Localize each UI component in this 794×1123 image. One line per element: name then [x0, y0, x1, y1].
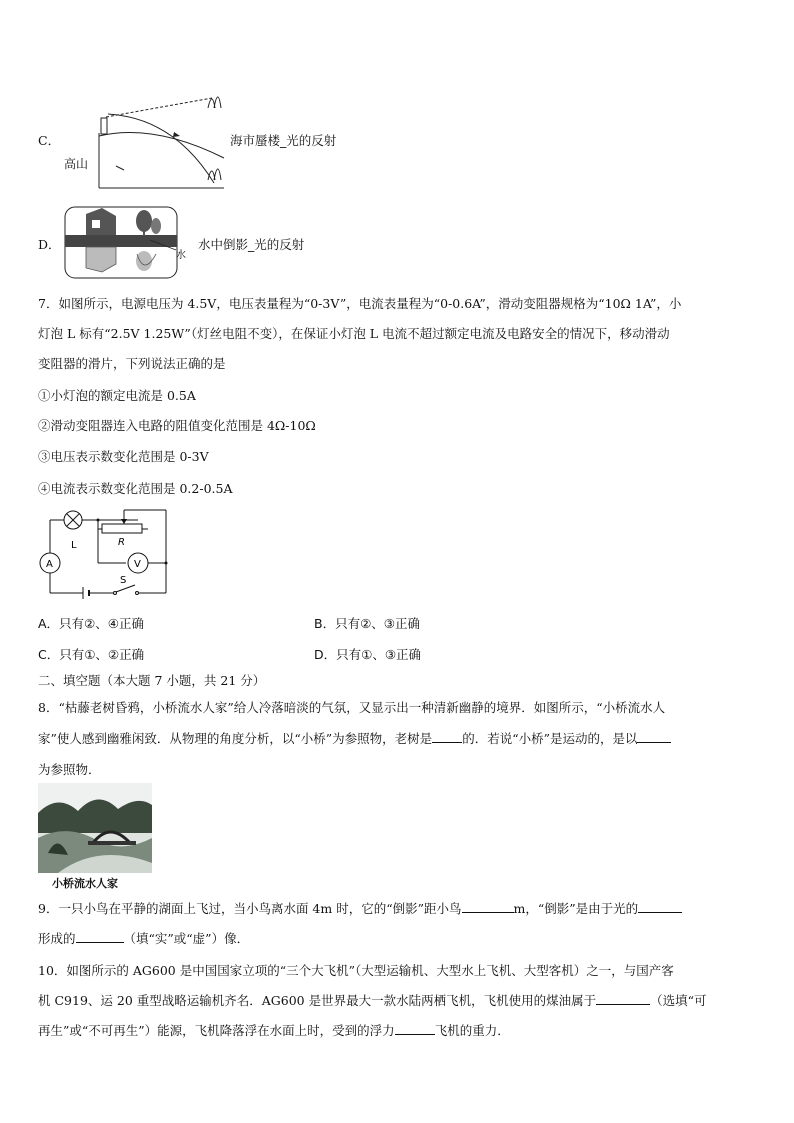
- q8-line2-part2: 的．若说“小桥”是运动的，是以: [462, 731, 638, 746]
- voltmeter-label: V: [134, 559, 141, 570]
- q9-blank-2[interactable]: [638, 900, 682, 913]
- q8-blank-1[interactable]: [432, 730, 462, 743]
- mountain-label: 高山: [64, 157, 89, 171]
- switch-label: S: [120, 575, 127, 586]
- q10-line2-part2: （选填“可: [650, 993, 707, 1008]
- water-label: 水: [176, 250, 186, 261]
- q7-statement-3: ③电压表示数变化范围是 0-3V: [38, 449, 209, 464]
- q9-line2-part1: 形成的: [38, 931, 76, 946]
- q10-line2-part1: 机 C919、运 20 重型战略运输机齐名．AG600 是世界最大一款水陆两栖飞机，飞机使用的煤油属于: [38, 993, 597, 1008]
- q9-line2-part2: （填“实”或“虚”）像．: [123, 931, 250, 946]
- q7-line1: 7．如图所示，电源电压为 4.5V，电压表量程为“0-3V”，电流表量程为“0-0.6A”，滑动变阻器规格为“10Ω 1A”，小: [38, 296, 682, 311]
- q8-line1: 8．“枯藤老树昏鸦，小桥流水人家”给人冷落暗淡的气氛，又显示出一种清新幽静的境界．如图所示，“小桥流水人: [38, 700, 666, 715]
- q7-line2: 灯泡 L 标有“2.5V 1.25W”（灯丝电阻不变），在保证小灯泡 L 电流不超过额定电流及电路安全的情况下，移动滑动: [38, 326, 670, 341]
- q10-blank-2[interactable]: [395, 1022, 435, 1035]
- q9-line1-part2: m，“倒影”是由于光的: [513, 901, 639, 916]
- q10-blank-1[interactable]: [596, 992, 650, 1005]
- option-d-caption: 水中倒影_光的反射: [198, 237, 305, 252]
- q10-line3: [38, 1021, 510, 1039]
- circuit-diagram: [38, 505, 173, 605]
- q7-option-d: D．只有①、③正确: [314, 647, 422, 662]
- q10-line3-part2: 飞机的重力．: [434, 1023, 510, 1038]
- q7-option-c: C．只有①、②正确: [38, 647, 145, 662]
- q8-line3: 为参照物．: [38, 762, 101, 777]
- option-c-letter: C．: [38, 133, 61, 148]
- q10-line1: 10．如图所示的 AG600 是中国国家立项的“三个大飞机”（大型运输机、大型水上飞机、大型客机）之一，与国产客: [38, 963, 674, 978]
- section-2-heading: 二、填空题（本大题 7 小题，共 21 分）: [38, 673, 266, 688]
- q7-option-b: B．只有②、③正确: [314, 616, 420, 631]
- lamp-label: L: [71, 540, 77, 551]
- q8-line2: [38, 729, 671, 747]
- q7-statement-2: ②滑动变阻器连入电路的阻值变化范围是 4Ω-10Ω: [38, 418, 316, 433]
- option-c-caption: 海市蜃楼_光的反射: [230, 133, 337, 148]
- q9-line1: [38, 899, 682, 917]
- q8-line2-part1: 家”使人感到幽雅闲致．从物理的角度分析，以“小桥”为参照物，老树是: [38, 731, 433, 746]
- q9-line1-part1: 9．一只小鸟在平静的湖面上飞过，当小鸟离水面 4m 时，它的“倒影”距小鸟: [38, 901, 462, 916]
- q8-blank-2[interactable]: [637, 730, 671, 743]
- small-bridge-image: [38, 783, 152, 887]
- q9-line2: [38, 929, 249, 947]
- q9-blank-1[interactable]: [462, 900, 514, 913]
- q10-line2: [38, 991, 707, 1009]
- mirage-diagram: [94, 88, 229, 190]
- q7-statement-1: ①小灯泡的额定电流是 0.5A: [38, 388, 196, 403]
- q7-option-a: A．只有②、④正确: [38, 616, 144, 631]
- q10-line3-part1: 再生”或“不可再生”）能源，飞机降落浮在水面上时，受到的浮力: [38, 1023, 395, 1038]
- bridge-image-caption: 小桥流水人家: [52, 877, 118, 890]
- ammeter-label: A: [46, 559, 53, 570]
- q7-statement-4: ④电流表示数变化范围是 0.2-0.5A: [38, 481, 233, 496]
- option-d-letter: D．: [38, 237, 61, 252]
- resistor-label: R: [118, 537, 125, 548]
- q7-line3: 变阻器的滑片，下列说法正确的是: [38, 356, 226, 371]
- q9-blank-3[interactable]: [76, 930, 124, 943]
